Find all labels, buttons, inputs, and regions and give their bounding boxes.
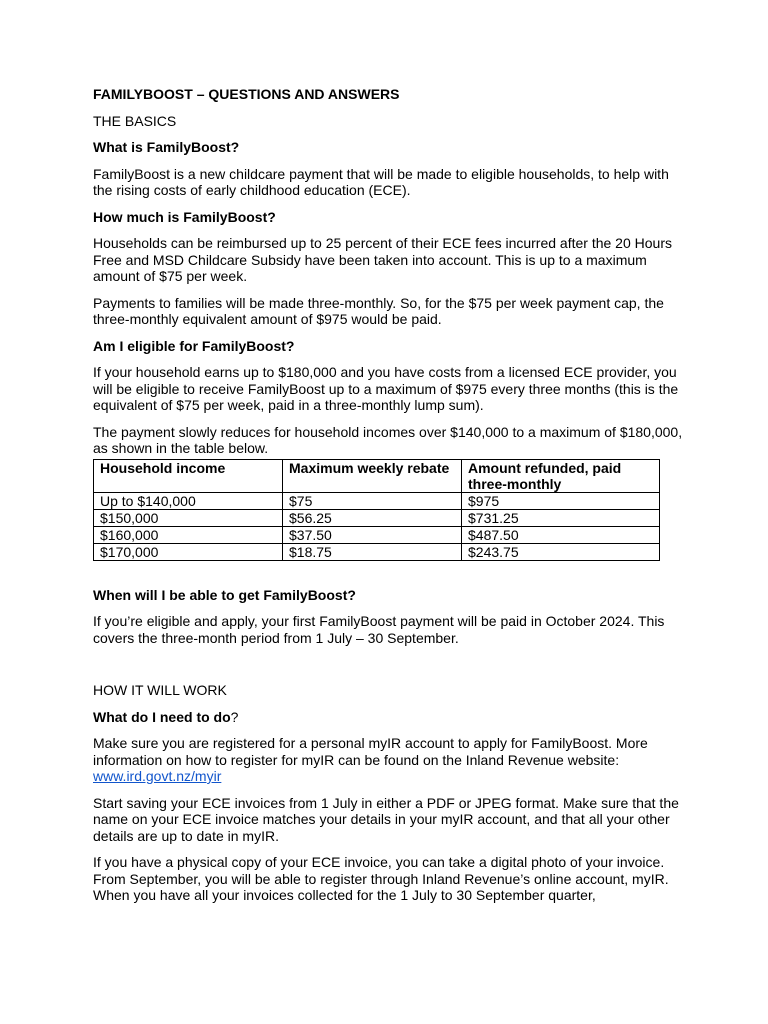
rebate-table (93, 459, 660, 561)
question-mark: ? (230, 708, 239, 725)
myir-link[interactable]: www.ird.govt.nz/myir (93, 768, 222, 784)
table-cell: $975 (462, 492, 660, 509)
table-cell: $243.75 (462, 543, 660, 560)
table-header-row (94, 459, 660, 492)
table-row (94, 492, 660, 509)
answer-eligible-p1: If your household earns up to $180,000 and you have costs from a licensed ECE provider, you will be eligible to receive FamilyBoost up to a maximum of $975 every three months (this is the equivalent of $75 per week, paid in a three-monthly lump sum). (93, 364, 679, 413)
table-row (94, 509, 660, 526)
question-eligible: Am I eligible for FamilyBoost? (93, 337, 295, 354)
table-cell: $18.75 (283, 543, 462, 560)
answer-what-to-do-p3: If you have a physical copy of your ECE invoice, you can take a digital photo of your invoice. From September, you will be able to register through Inland Revenue’s online account, myIR. When you have all your invoices collected for the 1 July to 30 September quarter, (93, 854, 669, 903)
table-cell: $75 (283, 492, 462, 509)
question-what-is: What is FamilyBoost? (93, 139, 240, 155)
table-cell: $160,000 (94, 526, 283, 543)
document-title: FAMILYBOOST – QUESTIONS AND ANSWERS (93, 86, 400, 102)
question-how-much: How much is FamilyBoost? (93, 208, 276, 225)
section-heading-how: HOW IT WILL WORK (93, 682, 227, 698)
table-cell: $487.50 (462, 526, 660, 543)
answer-what-to-do-p2: Start saving your ECE invoices from 1 July in either a PDF or JPEG format. Make sure that the name on your ECE invoice matches your details in your myIR account, and that all your other details are up to date in myIR. (93, 794, 679, 844)
section-heading-basics: THE BASICS (93, 112, 177, 129)
question-what-to-do-bold: What do I need to do (93, 708, 231, 725)
answer-eligible-p2: The payment slowly reduces for household incomes over $140,000 to a maximum of $180,000, as shown in the table below. (93, 423, 683, 456)
table-row (94, 543, 660, 560)
table-cell: $170,000 (94, 543, 283, 560)
table-header-refunded: Amount refunded, paid three-monthly (462, 459, 660, 492)
table-row (94, 526, 660, 543)
question-when: When will I be able to get FamilyBoost? (93, 586, 356, 603)
answer-how-much-p1: Households can be reimbursed up to 25 percent of their ECE fees incurred after the 20 Hours Free and MSD Childcare Subsidy have been taken into account. This is up to a maximum amount of $75 per week. (93, 235, 672, 284)
table-cell: $37.50 (283, 526, 462, 543)
answer-when: If you’re eligible and apply, your first FamilyBoost payment will be paid in October 2024. This covers the three-month period from 1 July – 30 September. (93, 613, 665, 646)
section-spacer (93, 656, 683, 682)
table-header-income: Household income (94, 459, 283, 492)
question-what-to-do (93, 709, 683, 726)
table-cell: $56.25 (283, 509, 462, 526)
table-cell: $731.25 (462, 509, 660, 526)
table-cell: $150,000 (94, 509, 283, 526)
answer-how-much-p2: Payments to families will be made three-monthly. So, for the $75 per week payment cap, the three-monthly equivalent amount of $975 would be paid. (93, 294, 664, 327)
document-page (93, 86, 683, 914)
table-header-weekly: Maximum weekly rebate (283, 459, 462, 492)
answer-what-to-do-p1 (93, 735, 683, 785)
answer-what-is: FamilyBoost is a new childcare payment that will be made to eligible households, to help with the rising costs of early childhood education (ECE). (93, 165, 669, 198)
answer-what-to-do-text: Make sure you are registered for a personal myIR account to apply for FamilyBoost. More information on how to register for myIR can be found on the Inland Revenue website: (93, 735, 648, 768)
table-cell: Up to $140,000 (94, 492, 283, 509)
